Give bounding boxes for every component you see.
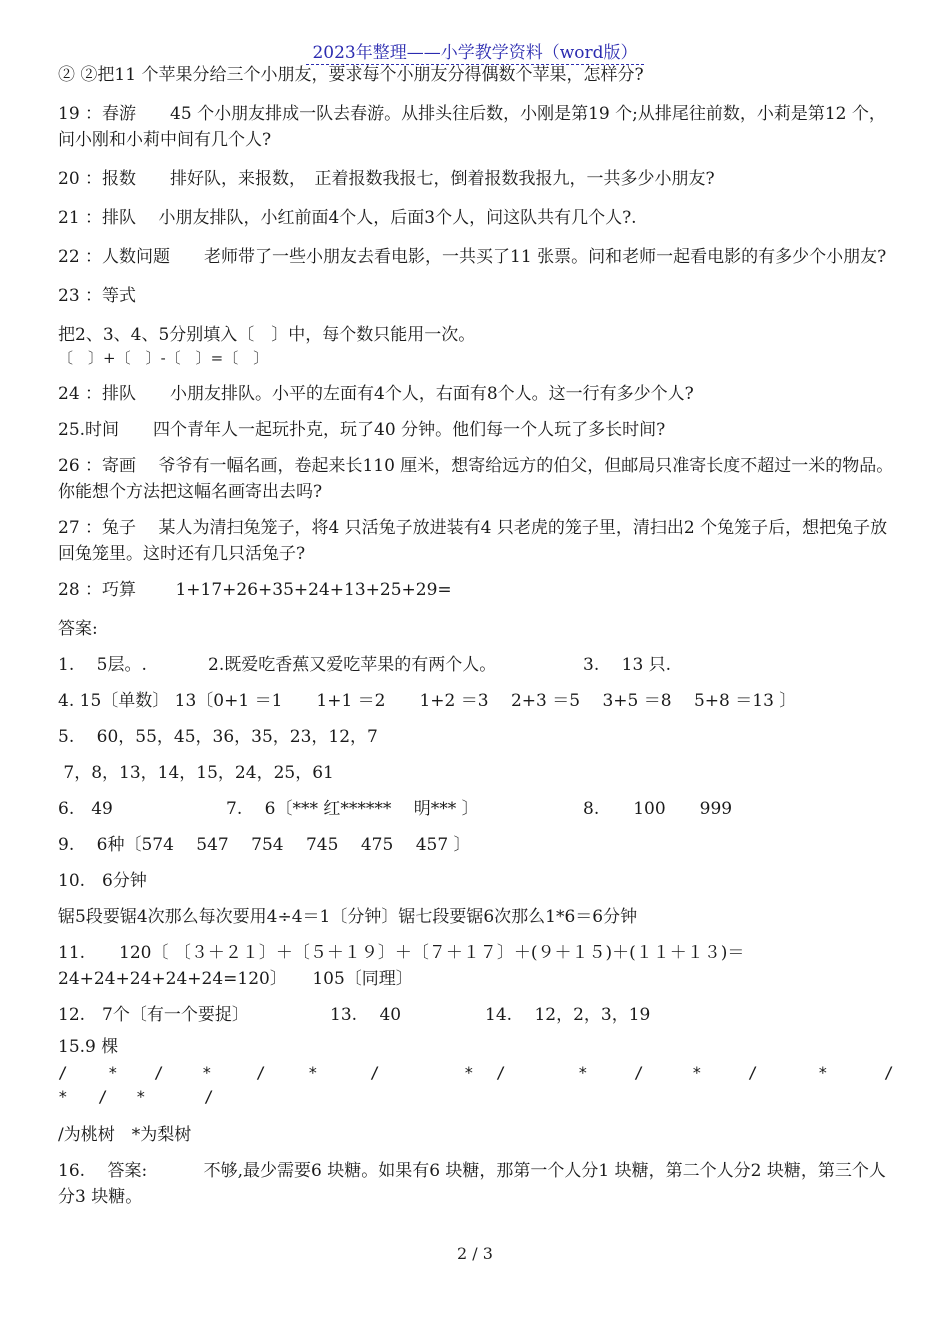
tree-mark: *: [58, 1087, 68, 1106]
tree-mark: *: [108, 1063, 118, 1082]
question-24: 24 ：排队 小朋友排队。小平的左面有4个人，右面有8个人。这一行有多少个人?: [58, 384, 694, 404]
answer-1: 1. 5层。.: [58, 655, 147, 675]
answer-10: 10. 6分钟: [58, 871, 147, 891]
tree-mark: /: [98, 1087, 108, 1106]
answer-11: 11. 120〔 〔３＋２１〕＋〔５＋１９〕＋〔７＋１７〕＋(９＋１５)＋(１１＋１３)＝24+24+24+24+24=120〕 105〔同理〕: [58, 943, 745, 989]
answer-row-1-3: [58, 652, 894, 678]
answer-13: 13. 40: [330, 1005, 402, 1025]
question-18-part2: ② ②把11 个苹果分给三个小朋友，要求每个小朋友分得偶数个苹果，怎样分?: [58, 65, 644, 85]
tree-mark: *: [692, 1063, 702, 1082]
answer-16: 16. 答案: 不够,最少需要6 块糖。如果有6 块糖，那第一个人分1 块糖，第二个人分2 块糖，第三个人分3 块糖。: [58, 1161, 886, 1207]
tree-mark: /: [884, 1063, 894, 1082]
tree-mark: *: [818, 1063, 828, 1082]
answer-15-legend: /为桃树 *为梨树: [58, 1125, 192, 1145]
question-20: 20 ：报数 排好队，来报数， 正着报数我报七，倒着报数我报九，一共多少小朋友?: [58, 169, 715, 189]
answer-7: 7. 6〔*** 红****** 明*** 〕: [226, 799, 479, 819]
answer-5-line2: 7，8，13，14，15，24，25，61: [58, 763, 334, 783]
tree-mark: /: [154, 1063, 164, 1082]
answer-2: 2.既爱吃香蕉又爱吃苹果的有两个人。: [208, 655, 497, 675]
answers-heading: 答案:: [58, 619, 98, 639]
answer-15: 15.9 棵: [58, 1037, 119, 1057]
answer-row-6-8: [58, 796, 894, 822]
question-28: 28 ：巧算 1+17+26+35+24+13+25+29=: [58, 580, 452, 600]
answer-4: 4. 15〔单数〕 13〔0+1 ＝1 1+1 ＝2 1+2 ＝3 2+3 ＝5 3+5 ＝8 5+8 ＝13 〕: [58, 691, 797, 711]
header-title: 2023年整理——小学教学资料（word版）: [306, 43, 643, 65]
answer-9: 9. 6种〔574 547 754 745 475 457 〕: [58, 835, 471, 855]
question-23: 23 ：等式: [58, 286, 137, 306]
tree-mark: /: [256, 1063, 266, 1082]
answer-12: 12. 7个〔有一个要捉〕: [58, 1005, 249, 1025]
question-26: 26 ：寄画 爷爷有一幅名画，卷起来长110 厘米，想寄给远方的伯父，但邮局只准寄长度不超过一米的物品。你能想个方法把这幅名画寄出去吗?: [58, 456, 894, 502]
answer-10-explanation: 锯5段要锯4次那么每次要用4÷4＝1〔分钟〕锯七段要锯6次那么1*6＝6分钟: [58, 907, 638, 927]
answer-6: 6. 49: [58, 799, 113, 819]
question-27: 27 ：兔子 某人为清扫兔笼子，将4 只活兔子放进装有4 只老虎的笼子里，清扫出2 个兔笼子后，想把兔子放回兔笼里。这时还有几只活兔子?: [58, 518, 888, 564]
answer-14: 14. 12，2，3，19: [485, 1005, 651, 1025]
tree-mark: *: [202, 1063, 212, 1082]
question-19: 19 ：春游 45 个小朋友排成一队去春游。从排头往后数，小刚是第19 个;从排尾往前数，小莉是第12 个，问小刚和小莉中间有几个人?: [58, 104, 886, 150]
tree-arrangement: [58, 1060, 894, 1112]
page-header: [0, 38, 950, 63]
question-25: 25.时间 四个青年人一起玩扑克，玩了40 分钟。他们每一个人玩了多长时间?: [58, 420, 666, 440]
answer-5-line1: 5. 60，55，45，36，35，23，12，7: [58, 727, 378, 747]
tree-mark: /: [748, 1063, 758, 1082]
answer-8: 8. 100 999: [583, 799, 733, 819]
question-23-equation: 〔 〕+〔 〕-〔 〕=〔 〕: [58, 349, 269, 367]
tree-mark: *: [308, 1063, 318, 1082]
question-22: 22 ：人数问题 老师带了一些小朋友去看电影，一共买了11 张票。问和老师一起看电影的有多少个小朋友?: [58, 247, 887, 267]
answer-3: 3. 13 只.: [583, 655, 672, 675]
tree-mark: /: [58, 1063, 68, 1082]
question-21: 21 ：排队 小朋友排队，小红前面4个人，后面3个人，问这队共有几个人?.: [58, 208, 637, 228]
question-23-instruction: 把2、3、4、5分别填入〔 〕中，每个数只能用一次。: [58, 325, 476, 345]
page-content: [58, 62, 894, 1210]
tree-mark: *: [464, 1063, 474, 1082]
tree-mark: *: [578, 1063, 588, 1082]
tree-mark: /: [370, 1063, 380, 1082]
tree-mark: /: [496, 1063, 506, 1082]
page-number: 2 / 3: [457, 1244, 493, 1263]
tree-mark: /: [634, 1063, 644, 1082]
tree-mark: /: [204, 1087, 214, 1106]
tree-mark: *: [136, 1087, 146, 1106]
answer-row-12-14: [58, 1002, 894, 1028]
